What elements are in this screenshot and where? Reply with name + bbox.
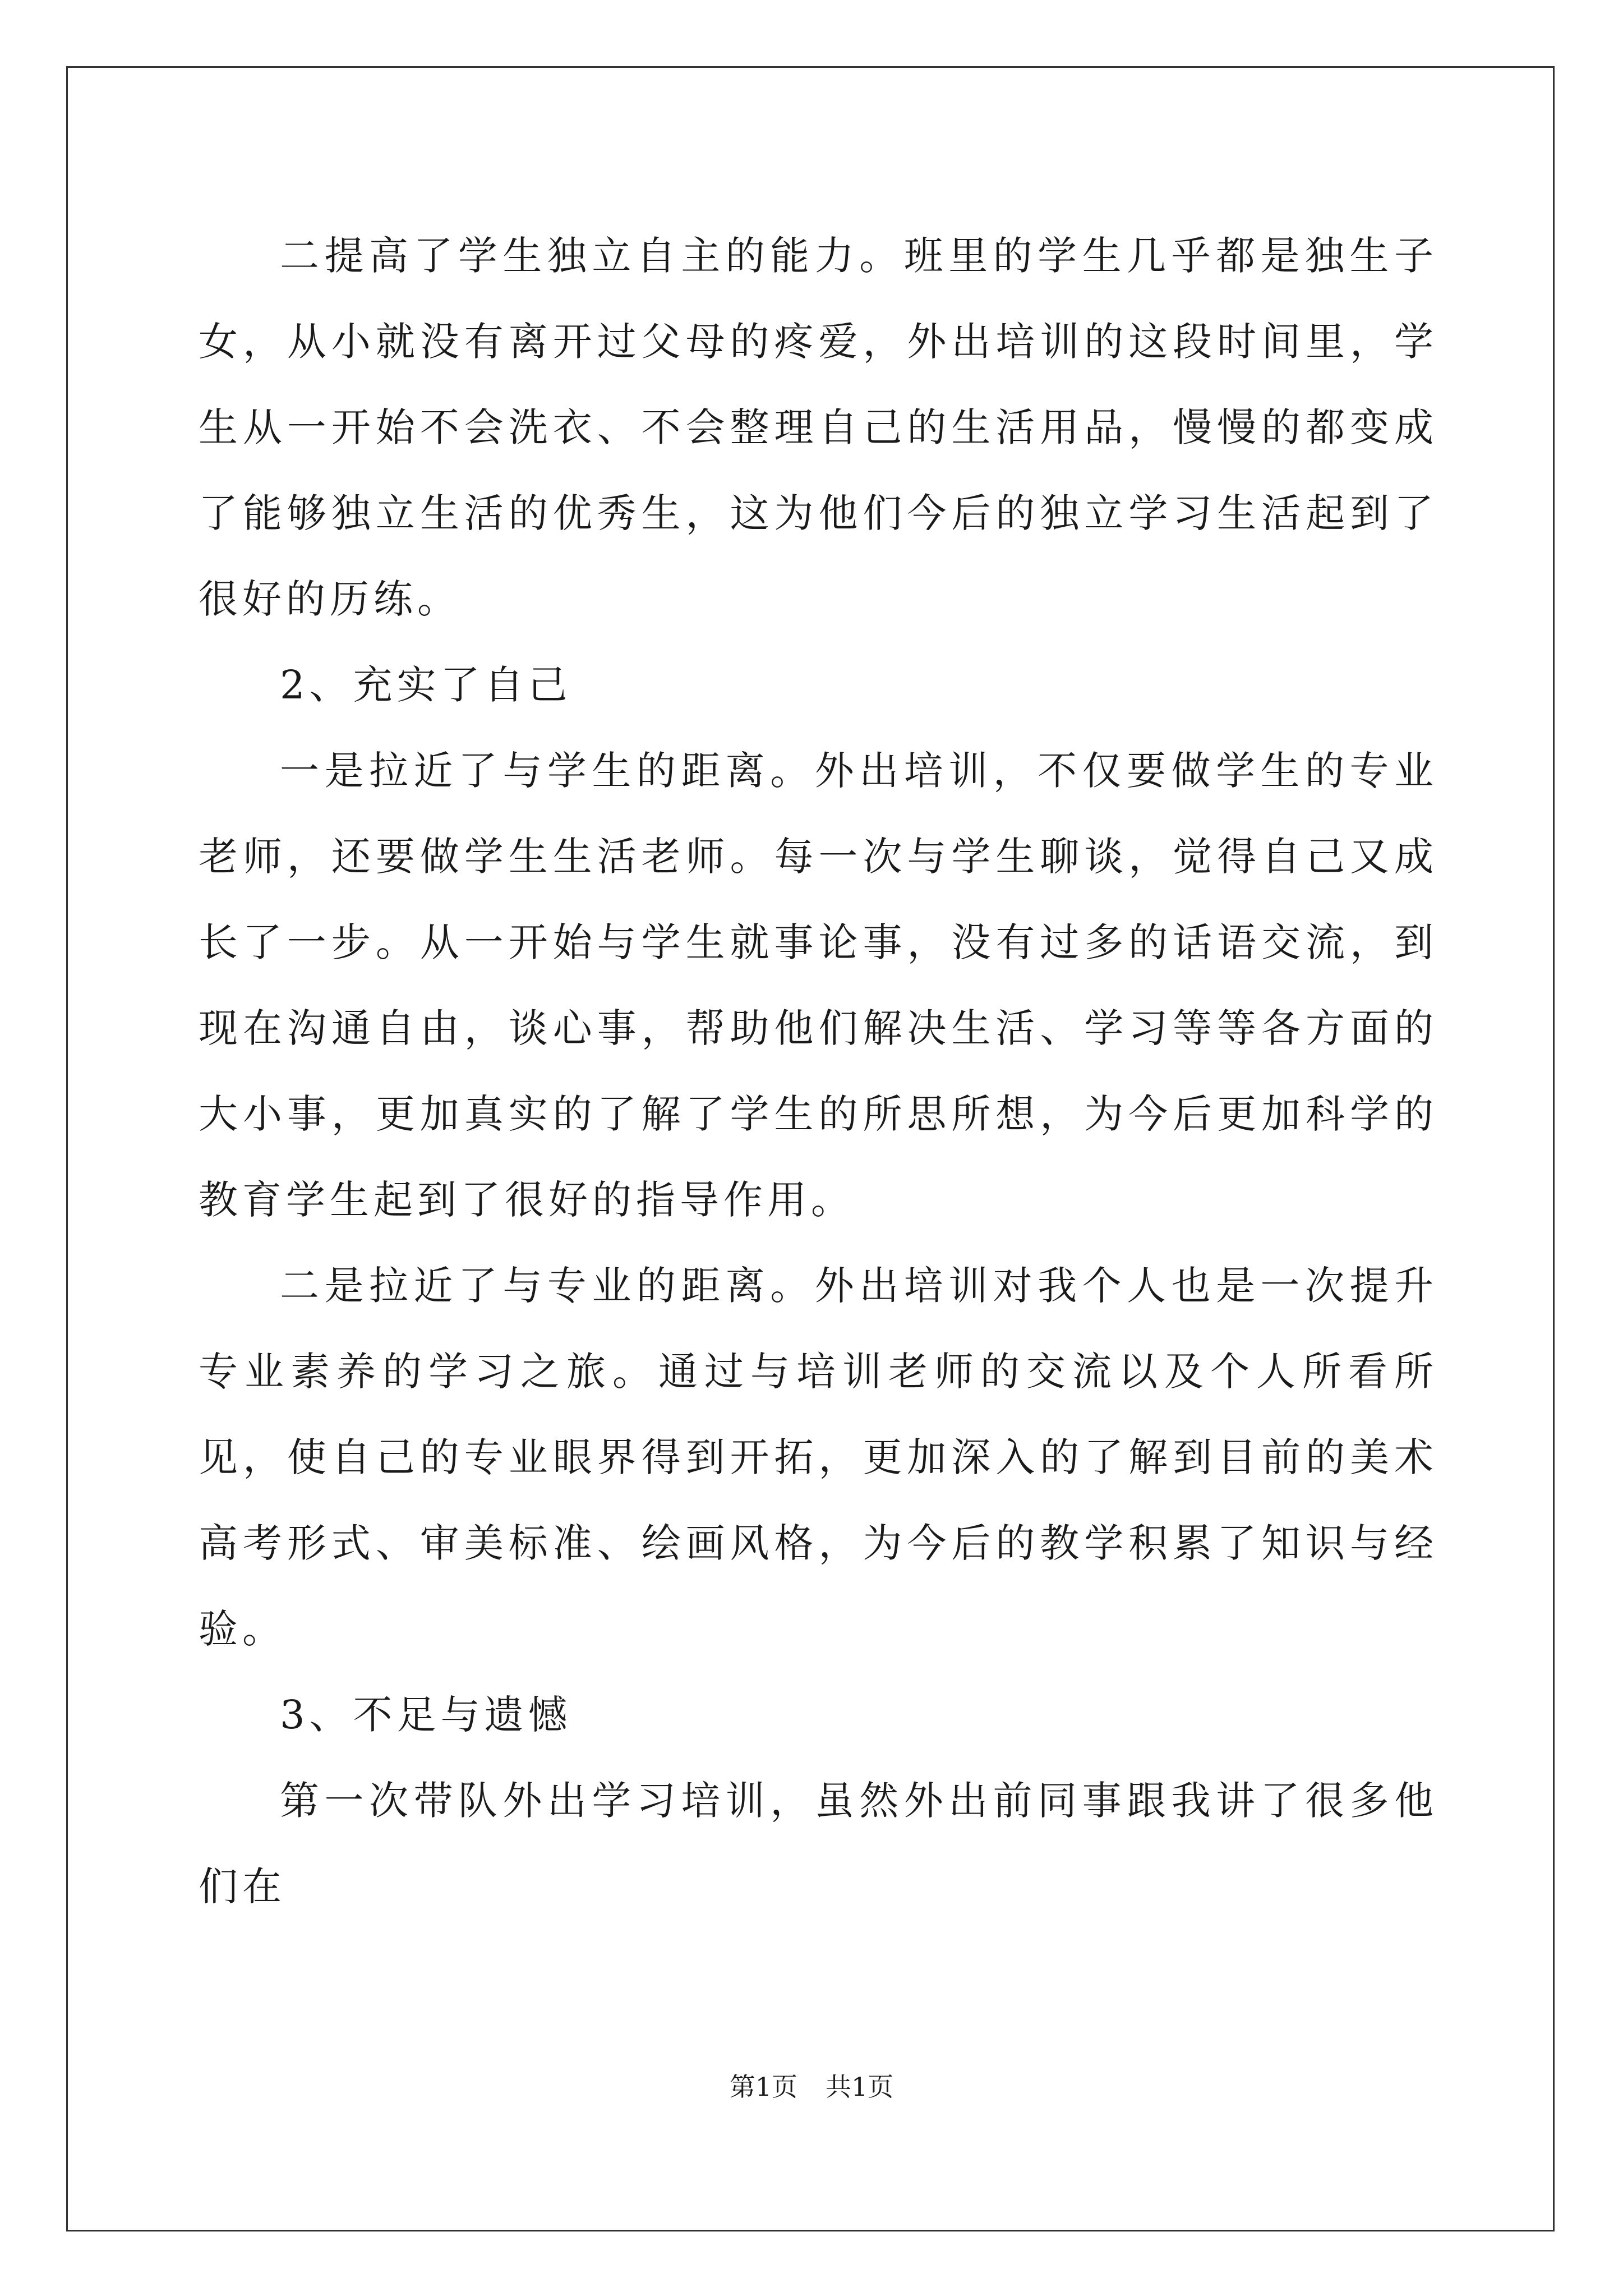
paragraph-independence: 二提高了学生独立自主的能力。班里的学生几乎都是独生子女，从小就没有离开过父母的疼爱，外出培训的这段时间里，学生从一开始不会洗衣、不会整理自己的生活用品，慢慢的都变成了能够独立生活的优秀生，这为他们今后的独立学习生活起到了很好的历练。 (199, 233, 1438, 622)
heading-shortcomings: 3、不足与遗憾 (280, 1692, 572, 1738)
paragraph-closer-to-students: 一是拉近了与学生的距离。外出培训，不仅要做学生的专业老师，还要做学生生活老师。每一次与学生聊谈，觉得自己又成长了一步。从一开始与学生就事论事，没有过多的话语交流，到现在沟通自由，谈心事，帮助他们解决生活、学习等等各方面的大小事，更加真实的了解了学生的所思所想，为今后更加科学的教育学生起到了很好的指导作用。 (199, 748, 1438, 1223)
page-total: 共1页 (826, 2072, 894, 2102)
paragraph-first-trip: 第一次带队外出学习培训，虽然外出前同事跟我讲了很多他们在 (199, 1778, 1438, 1910)
paragraph-closer-to-profession: 二是拉近了与专业的距离。外出培训对我个人也是一次提升专业素养的学习之旅。通过与培训老师的交流以及个人所看所见，使自己的专业眼界得到开拓，更加深入的了解到目前的美术高考形式、审美标准、绘画风格，为今后的教学积累了知识与经验。 (199, 1263, 1438, 1652)
document-body (199, 213, 1438, 1930)
page-number: 第1页 (729, 2072, 797, 2102)
page-footer (0, 2070, 1623, 2104)
heading-self-enrichment: 2、充实了自己 (280, 662, 572, 708)
